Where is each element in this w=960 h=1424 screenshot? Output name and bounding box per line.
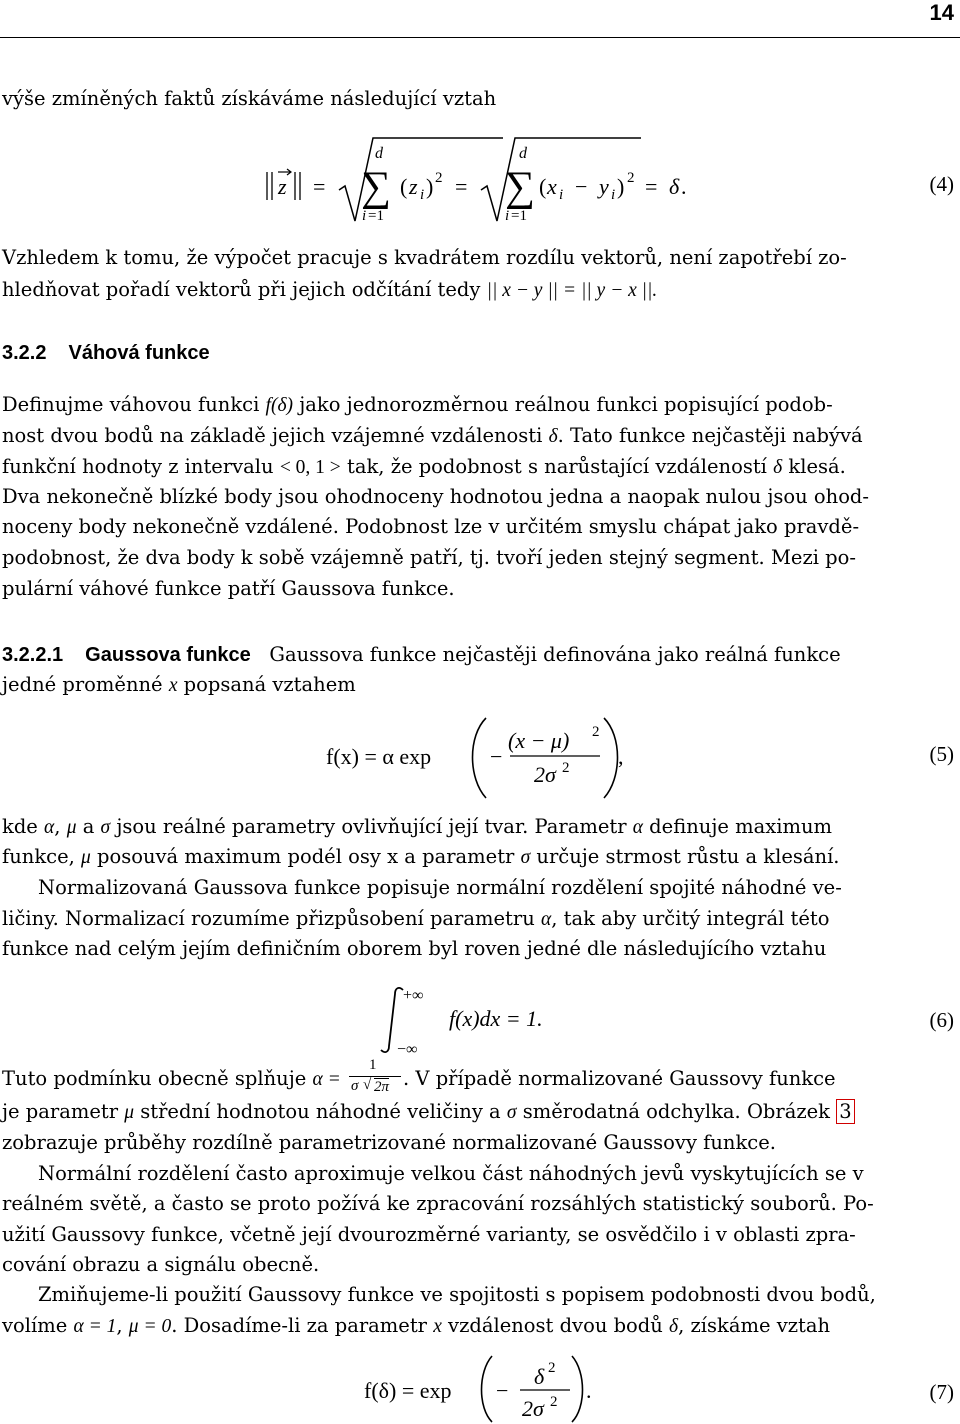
math-alpha-equals: α = — [312, 1069, 341, 1090]
eq5-denominator: 2σ — [534, 762, 556, 787]
section-title: Váhová funkce — [68, 342, 210, 364]
svg-text:d: d — [519, 145, 527, 162]
paragraph-normal-line2: reálném světě, a často se proto požívá ke zpracování rozsáhlých statistický souborů. Po- — [2, 1192, 874, 1215]
text-span: Tuto podmínku obecně splňuje — [2, 1067, 307, 1090]
math-alpha-equals-1: α = 1 — [73, 1316, 117, 1337]
eq6-lower-limit: −∞ — [397, 1041, 418, 1058]
text-span: . Dosadíme-li za parametr — [171, 1314, 434, 1337]
text-span: . V případě normalizované Gaussovy funkce — [403, 1067, 836, 1090]
math-alpha: α — [44, 817, 55, 838]
eq5-minus: − — [490, 744, 503, 769]
math-f-delta: f(δ) — [265, 395, 294, 416]
paragraph-weight-line1 — [2, 390, 956, 422]
text-span: a — [76, 815, 101, 838]
eq6-upper-limit: +∞ — [403, 987, 424, 1004]
fraction-denominator-2pi: 2π — [374, 1079, 390, 1095]
text-span: jako jednorozměrnou reálnou funkci popisující podob- — [299, 393, 833, 416]
svg-text:(: ( — [400, 174, 408, 199]
paragraph-norm-line1: Normalizovaná Gaussova funkce popisuje normální rozdělení spojité náhodné ve- — [38, 876, 842, 899]
paragraph-params-line1 — [2, 812, 956, 844]
math-alpha: α — [632, 817, 643, 838]
svg-text:i: i — [420, 187, 425, 203]
text-span: , tak aby určitý integrál této — [551, 907, 830, 930]
text-span: . Tato funkce nejčastěji nabývá — [557, 424, 863, 447]
header-rule — [0, 37, 960, 38]
math-sigma: σ — [520, 847, 531, 868]
text-span: popsaná vztahem — [183, 673, 356, 696]
paragraph-norm-line3: funkce nad celým jejím definičním oborem byl roven jedné dle následujícího vztahu — [2, 937, 827, 960]
svg-text:.: . — [681, 174, 687, 199]
paragraph-weight-line6: podobnost, že dva body k sobě vzájemně patří, tj. tvoří jeden stejný segment. Mezi po- — [2, 546, 856, 569]
text-span: jsou reálné parametry ovlivňující její tvar. Parametr — [110, 815, 633, 838]
math-sigma: σ — [100, 817, 111, 838]
math-mu-equals-0: μ = 0 — [128, 1316, 172, 1337]
page-number: 14 — [929, 0, 954, 25]
section-heading — [2, 342, 210, 365]
eq7-minus: − — [496, 1378, 509, 1403]
paragraph-use-line1: Zmiňujeme-li použití Gaussovy funkce ve spojitosti s popisem podobnosti dvou bodů, — [38, 1283, 876, 1306]
svg-text:): ) — [617, 174, 625, 199]
svg-text:i: i — [362, 208, 367, 224]
svg-text:−: − — [575, 174, 588, 199]
math-delta: δ — [669, 1316, 679, 1337]
eq5-denominator-exponent: 2 — [562, 760, 570, 776]
svg-text:i: i — [505, 208, 510, 224]
text-span: směrodatná odchylka. Obrázek — [522, 1100, 830, 1123]
paragraph-weight-line5: noceny body nekonečně vzdálené. Podobnost lze v určitém smyslu chápat jako pravdě- — [2, 515, 860, 538]
svg-text:δ: δ — [669, 174, 680, 199]
eq5-lhs: f(x) = α exp — [326, 744, 432, 769]
math-x: x — [433, 1316, 442, 1337]
svg-text:2: 2 — [627, 170, 635, 186]
paragraph-order-line2 — [2, 275, 956, 307]
fraction-denominator-sigma: σ — [351, 1078, 359, 1094]
eq5-numerator-exponent: 2 — [592, 724, 600, 740]
text-span: definuje maximum — [642, 815, 832, 838]
text-span: Definujme váhovou funkci — [2, 393, 260, 416]
paragraph-intro: výše zmíněných faktů získáváme následující vztah — [2, 87, 497, 110]
text-span: , získáme vztah — [678, 1314, 831, 1337]
equation-4 — [0, 128, 960, 228]
math-mu: μ — [124, 1102, 135, 1123]
equation-7 — [0, 1352, 960, 1424]
svg-text:=1: =1 — [511, 208, 527, 224]
eq5-numerator: (x − μ) — [508, 728, 570, 753]
sqrt-symbol: √ — [363, 1077, 372, 1093]
svg-text:=: = — [645, 174, 658, 199]
equation-4-number: (4) — [929, 172, 954, 196]
svg-text:d: d — [375, 145, 383, 162]
text-span: tak, že podobnost s narůstající vzdáleností — [347, 455, 767, 478]
equation-5-graphic — [300, 712, 960, 802]
paragraph-normal-line4: cování obrazu a signálu obecně. — [2, 1253, 320, 1276]
equation-5 — [0, 712, 960, 802]
figure-reference-link[interactable]: 3 — [836, 1099, 854, 1124]
eq7-numerator: δ — [534, 1364, 545, 1389]
text-span: posouvá maximum podél osy x a parametr — [90, 845, 521, 868]
math-sigma: σ — [506, 1102, 517, 1123]
paragraph-cond-line3: zobrazuje průběhy rozdílně parametrizované normalizované Gaussovy funkce. — [2, 1131, 776, 1154]
paragraph-order-line1: Vzhledem k tomu, že výpočet pracuje s kvadrátem rozdílu vektorů, není zapotřebí zo- — [2, 246, 847, 269]
paragraph-order-text: hledňovat pořadí vektorů při jejich odčítání tedy — [2, 278, 481, 301]
svg-text:(: ( — [539, 174, 547, 199]
eq7-numerator-exponent: 2 — [548, 1360, 556, 1376]
text-span: Gaussova funkce nejčastěji definována jako reálná funkce — [269, 643, 841, 666]
text-span: jedné proměnné — [2, 673, 163, 696]
svg-text:i: i — [559, 187, 564, 203]
paragraph-weight-line2 — [2, 421, 956, 453]
equation-6-graphic — [375, 980, 695, 1060]
eq7-lhs: f(δ) = exp — [364, 1378, 452, 1403]
svg-text:∑: ∑ — [505, 164, 535, 210]
math-delta: δ — [548, 426, 558, 447]
text-span: vzdálenost dvou bodů — [441, 1314, 670, 1337]
math-interval: < 0, 1 > — [279, 457, 341, 478]
equation-7-graphic — [340, 1352, 740, 1424]
equation-7-number: (7) — [929, 1380, 954, 1404]
paragraph-weight-line7: pulární váhové funkce patří Gaussova funkce. — [2, 577, 455, 600]
text-span: volíme — [2, 1314, 74, 1337]
subsection-title: Gaussova funkce — [85, 644, 251, 666]
equation-4-graphic — [255, 128, 960, 228]
paragraph-normal-line3: užití Gaussovy funkce, včetně její dvourozměrné varianty, se osvědčilo i v oblasti zpra- — [2, 1223, 856, 1246]
paragraph-norm-line2 — [2, 904, 956, 936]
paragraph-weight-line3 — [2, 452, 956, 484]
math-mu: μ — [66, 817, 77, 838]
svg-text:=: = — [455, 174, 468, 199]
eq6-integrand: f(x)dx = 1. — [449, 1006, 543, 1031]
svg-text:∑: ∑ — [361, 164, 391, 210]
text-span: nost dvou bodů na základě jejich vzájemné vzdálenosti — [2, 424, 543, 447]
equation-6 — [0, 980, 960, 1060]
text-span: střední hodnotou náhodné veličiny a — [140, 1100, 501, 1123]
text-span: je parametr — [2, 1100, 119, 1123]
math-alpha: α — [540, 909, 552, 930]
subsection-paragraph-line1 — [2, 640, 956, 671]
text-span: , — [116, 1314, 129, 1337]
paragraph-use-line2 — [2, 1311, 956, 1343]
paragraph-weight-line4: Dva nekonečně blízké body jsou ohodnoceny hodnotou jedna a naopak nulou jsou ohod- — [2, 485, 870, 508]
eq7-denominator-exponent: 2 — [550, 1394, 558, 1410]
svg-text:y: y — [599, 174, 609, 199]
text-span: , — [54, 815, 67, 838]
fraction-1-over-sigma-sqrt-2pi — [347, 1057, 403, 1095]
vector-norm-identity: || x − y || = || y − x ||. — [486, 280, 658, 301]
math-delta: δ — [773, 457, 783, 478]
text-span: ličiny. Normalizací rozumíme přizpůsobení parametru — [2, 907, 535, 930]
subsection-number: 3.2.2.1 — [2, 644, 64, 666]
text-span: kde — [2, 815, 45, 838]
svg-text:=1: =1 — [368, 208, 384, 224]
paragraph-params-line2 — [2, 842, 956, 874]
eq5-comma: , — [618, 744, 624, 769]
eq7-denominator: 2σ — [522, 1396, 544, 1421]
eq7-period: . — [586, 1378, 592, 1403]
equation-5-number: (5) — [929, 742, 954, 766]
paragraph-normal-line1: Normální rozdělení často aproximuje velkou část náhodných jevů vyskytujících se v — [38, 1162, 864, 1185]
svg-text:2: 2 — [435, 170, 443, 186]
equation-6-number: (6) — [929, 1008, 954, 1032]
section-number: 3.2.2 — [2, 342, 47, 364]
math-mu: μ — [81, 847, 91, 868]
paragraph-cond-line2 — [2, 1097, 956, 1129]
math-x: x — [168, 675, 178, 696]
text-span: klesá. — [788, 455, 846, 478]
text-span: určuje strmost růstu a klesání. — [530, 845, 840, 868]
text-span: funkční hodnoty z intervalu — [2, 455, 274, 478]
svg-text:): ) — [426, 174, 434, 199]
svg-text:z: z — [409, 174, 418, 199]
paragraph-cond-line1 — [2, 1057, 956, 1095]
svg-text:i: i — [611, 187, 616, 203]
fraction-numerator: 1 — [369, 1057, 377, 1073]
subsection-paragraph-line2 — [2, 670, 956, 702]
svg-text:=: = — [313, 174, 326, 199]
svg-text:z: z — [278, 174, 287, 199]
subsection-heading — [2, 644, 251, 666]
fraction-bar — [349, 1076, 401, 1077]
svg-text:x: x — [547, 174, 557, 199]
text-span: funkce, — [2, 845, 82, 868]
